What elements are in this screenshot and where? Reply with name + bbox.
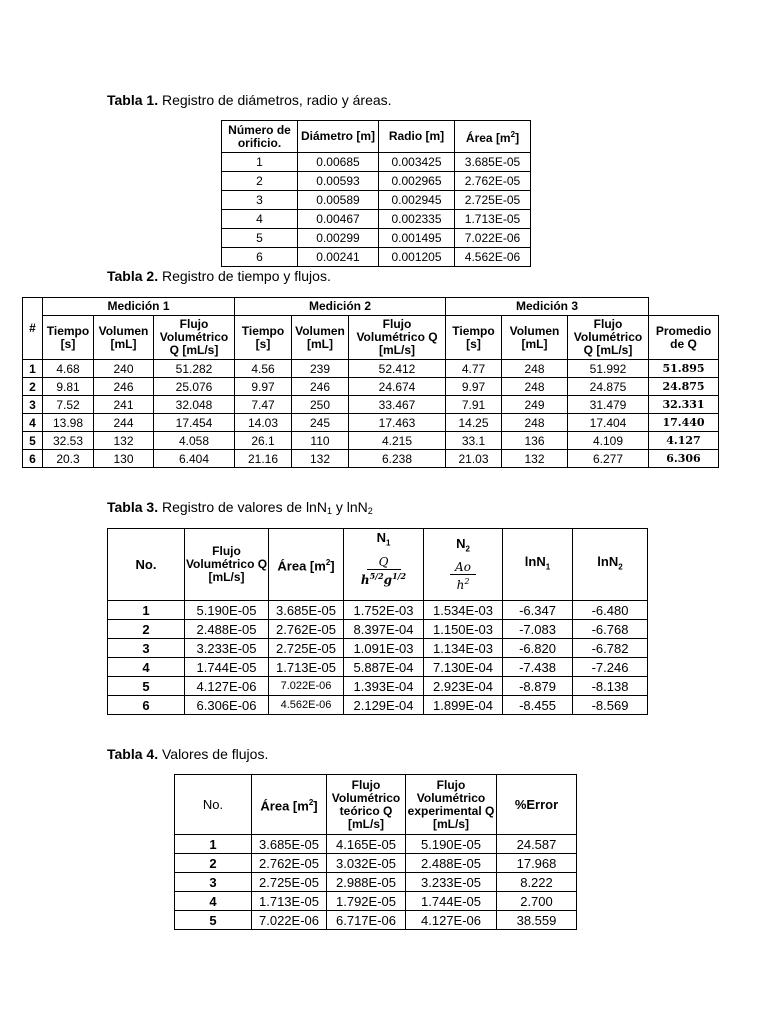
table-cell: -6.768 (573, 620, 648, 639)
table1-header-area (455, 121, 531, 153)
table-cell: -7.246 (573, 658, 648, 677)
table-cell: 1.744E-05 (406, 892, 497, 911)
table-cell: 2 (23, 378, 43, 396)
table4-header-experimental: Flujo Volumétrico experimental Q [mL/s] (406, 775, 497, 835)
table-cell: 0.001495 (379, 229, 455, 248)
table3-n2-den-h: h (456, 577, 465, 592)
table-cell: -6.347 (503, 601, 573, 620)
table3-caption (107, 499, 373, 516)
table-cell: 244 (94, 414, 154, 432)
table-cell: -6.480 (573, 601, 648, 620)
table-cell: 0.00467 (298, 210, 379, 229)
table2-header-volumen2: Volumen [mL] (292, 316, 349, 360)
table-cell: 1.534E-03 (424, 601, 503, 620)
table-cell: 6.717E-06 (327, 911, 406, 930)
table-cell: 4.165E-05 (327, 835, 406, 854)
table4-header-no: No. (175, 775, 252, 835)
table3-header-no: No. (108, 529, 185, 601)
table-cell: 3.032E-05 (327, 854, 406, 873)
table2-caption-label: Tabla 2. (107, 268, 159, 284)
table4-header-error: %Error (497, 775, 577, 835)
table-cell: 4.562E-06 (455, 248, 531, 267)
table-cell: 240 (94, 360, 154, 378)
table-cell: 33.467 (349, 396, 446, 414)
table-cell: 14.25 (446, 414, 502, 432)
table-cell: 246 (292, 378, 349, 396)
table-cell: 6.404 (154, 450, 235, 468)
table-cell: 241 (94, 396, 154, 414)
table4-header-area-end: ] (313, 798, 318, 814)
table-cell: 24.875 (568, 378, 649, 396)
table-cell: 2.725E-05 (455, 191, 531, 210)
table-cell: 7.022E-06 (269, 677, 344, 696)
table2-group-medicion1: Medición 1 (43, 298, 235, 316)
table2-header-hash: # (23, 298, 43, 360)
table-cell: 4.56 (235, 360, 292, 378)
table-cell: 1.792E-05 (327, 892, 406, 911)
table-cell: 7.022E-06 (252, 911, 327, 930)
table2-header-volumen3: Volumen [mL] (502, 316, 568, 360)
table-cell: 38.559 (497, 911, 577, 930)
table-cell: 7.52 (43, 396, 94, 414)
table-row (222, 210, 531, 229)
table-cell: 24.875 (649, 378, 719, 396)
table3-n1-den-exp2: 1/2 (392, 570, 407, 581)
table-cell: 17.454 (154, 414, 235, 432)
table4-caption (107, 746, 268, 762)
table-cell: 2.129E-04 (344, 696, 424, 715)
table3-header-area (269, 529, 344, 601)
table1-caption-text: Registro de diámetros, radio y áreas. (158, 92, 392, 108)
table-row (23, 360, 719, 378)
table-cell: 4.109 (568, 432, 649, 450)
table-cell: 248 (502, 378, 568, 396)
table-row (108, 658, 648, 677)
table3-header-ln2-sub: 2 (618, 562, 623, 572)
table-cell: 1.713E-05 (455, 210, 531, 229)
table-cell: 3.233E-05 (185, 639, 269, 658)
table-cell: 249 (502, 396, 568, 414)
table-cell: 130 (94, 450, 154, 468)
table-cell: 0.003425 (379, 153, 455, 172)
table-cell: 0.00589 (298, 191, 379, 210)
table-row (23, 450, 719, 468)
table-cell: 2 (108, 620, 185, 639)
table-cell: 2.988E-05 (327, 873, 406, 892)
table3-header-area-text: Área [m (277, 558, 326, 574)
table-row (108, 620, 648, 639)
table-cell: 0.002965 (379, 172, 455, 191)
table-cell: 4.127E-06 (185, 677, 269, 696)
table-cell: 1.393E-04 (344, 677, 424, 696)
table-cell: 5 (108, 677, 185, 696)
table-cell: 4.058 (154, 432, 235, 450)
table-cell: 6 (222, 248, 298, 267)
table-cell: 24.674 (349, 378, 446, 396)
table-cell: -7.438 (503, 658, 573, 677)
table-cell: 246 (94, 378, 154, 396)
table-row (222, 153, 531, 172)
table-cell: 21.16 (235, 450, 292, 468)
table3-header-flujo: Flujo Volumétrico Q [mL/s] (185, 529, 269, 601)
table-cell: 5.190E-05 (185, 601, 269, 620)
table-row (175, 835, 577, 854)
table-cell: 6.238 (349, 450, 446, 468)
table-cell: 3.685E-05 (455, 153, 531, 172)
table-cell: 17.463 (349, 414, 446, 432)
table-cell: 7.91 (446, 396, 502, 414)
table-cell: 51.282 (154, 360, 235, 378)
table-cell: 1 (23, 360, 43, 378)
table-cell: 1 (175, 835, 252, 854)
table-cell: 26.1 (235, 432, 292, 450)
table-cell: 9.97 (235, 378, 292, 396)
table3-header-ln2 (573, 529, 648, 601)
table-row (222, 248, 531, 267)
table-cell: 1.752E-03 (344, 601, 424, 620)
table-row (222, 172, 531, 191)
table4 (174, 774, 577, 930)
table-cell: 4.562E-06 (269, 696, 344, 715)
table2-group-medicion2: Medición 2 (235, 298, 446, 316)
table3-n2-den-exp: 2 (464, 576, 470, 586)
table-cell: 4 (23, 414, 43, 432)
table-cell: 7.47 (235, 396, 292, 414)
table3-caption-label: Tabla 3. (107, 499, 159, 515)
table-cell: 239 (292, 360, 349, 378)
table2 (22, 297, 719, 468)
table3-header-n2-denominator (424, 575, 502, 592)
table-cell: 6.306 (649, 450, 719, 468)
table3-header-n2 (424, 529, 503, 601)
table-cell: 3.685E-05 (252, 835, 327, 854)
table-row (222, 191, 531, 210)
table-cell: 1 (222, 153, 298, 172)
table-cell: 4.127 (649, 432, 719, 450)
table-cell: 2 (175, 854, 252, 873)
table-cell: 3 (222, 191, 298, 210)
table-cell: 245 (292, 414, 349, 432)
table-cell: 2.923E-04 (424, 677, 503, 696)
table1-header-area-sup: 2 (510, 130, 516, 139)
table-cell: 6 (108, 696, 185, 715)
table2-header-tiempo3: Tiempo [s] (446, 316, 502, 360)
table-cell: 4 (175, 892, 252, 911)
table3-caption-sub1: 1 (326, 506, 332, 516)
table-cell: 5 (175, 911, 252, 930)
table-cell: 4.68 (43, 360, 94, 378)
table2-header-promedio: Promedio de Q (649, 316, 719, 360)
table-cell: 51.992 (568, 360, 649, 378)
table-cell: 0.00299 (298, 229, 379, 248)
table3-header-n1-numerator: Q (367, 556, 401, 570)
table-cell: 110 (292, 432, 349, 450)
table-cell: 17.404 (568, 414, 649, 432)
table2-header-flujo3: Flujo Volumétrico Q [mL/s] (568, 316, 649, 360)
table4-header-area-text: Área [m (260, 798, 309, 814)
table-cell: 6.277 (568, 450, 649, 468)
table2-header-tiempo2: Tiempo [s] (235, 316, 292, 360)
table-row (175, 873, 577, 892)
table4-header-area-sup: 2 (308, 798, 314, 808)
table4-header-area (252, 775, 327, 835)
table-cell: 5.887E-04 (344, 658, 424, 677)
table3-caption-sub2: 2 (367, 506, 373, 516)
table3-n1-den-h: h (360, 572, 370, 587)
table-row (108, 677, 648, 696)
table-cell: 13.98 (43, 414, 94, 432)
table4-body (175, 835, 577, 930)
table3-header-ln1-text: lnN (524, 554, 546, 570)
table-cell: 9.97 (446, 378, 502, 396)
table-cell: 1.150E-03 (424, 620, 503, 639)
table-row (175, 911, 577, 930)
table-cell: 17.440 (649, 414, 719, 432)
table-cell: 0.001205 (379, 248, 455, 267)
table-cell: 2.725E-05 (252, 873, 327, 892)
table2-body (23, 360, 719, 468)
table-cell: 6.306E-06 (185, 696, 269, 715)
table-cell: 33.1 (446, 432, 502, 450)
table2-header-flujo1: Flujo Volumétrico Q [mL/s] (154, 316, 235, 360)
table-cell: 2.762E-05 (252, 854, 327, 873)
table3-header-n1-denominator (344, 570, 423, 587)
table-cell: 248 (502, 360, 568, 378)
table-cell: 2.762E-05 (455, 172, 531, 191)
table2-header-tiempo1: Tiempo [s] (43, 316, 94, 360)
table-cell: 32.331 (649, 396, 719, 414)
table-cell: 8.397E-04 (344, 620, 424, 639)
table-cell: 136 (502, 432, 568, 450)
table-cell: -8.455 (503, 696, 573, 715)
table-cell: 7.130E-04 (424, 658, 503, 677)
table3-n1-den-g: g (383, 572, 393, 587)
table-cell: 14.03 (235, 414, 292, 432)
table-cell: 51.895 (649, 360, 719, 378)
table-row (23, 432, 719, 450)
table-cell: 132 (94, 432, 154, 450)
table-cell: 3 (108, 639, 185, 658)
table-row (175, 854, 577, 873)
table-cell: 132 (292, 450, 349, 468)
table3-header-n2-label (424, 537, 502, 556)
table3-header-n1-label (344, 531, 423, 550)
table1-caption (107, 92, 392, 108)
table1-header-area-text: Área [m (465, 131, 511, 145)
table-row (23, 396, 719, 414)
table1-caption-label: Tabla 1. (107, 92, 159, 108)
table-cell: 4 (108, 658, 185, 677)
table-cell: 1 (108, 601, 185, 620)
table-cell: 52.412 (349, 360, 446, 378)
table1-header-radio: Radio [m] (379, 121, 455, 153)
table-cell: 31.479 (568, 396, 649, 414)
table-cell: 2.725E-05 (269, 639, 344, 658)
table-cell: 0.00685 (298, 153, 379, 172)
table-cell: 9.81 (43, 378, 94, 396)
table-cell: 25.076 (154, 378, 235, 396)
table1 (221, 120, 531, 267)
table-row (108, 696, 648, 715)
table-cell: 5 (222, 229, 298, 248)
table-cell: -6.820 (503, 639, 573, 658)
table-cell: -7.083 (503, 620, 573, 639)
table-cell: 250 (292, 396, 349, 414)
table-cell: 5 (23, 432, 43, 450)
table1-header-numero: Número de orificio. (222, 121, 298, 153)
table-cell: 3 (23, 396, 43, 414)
table-cell: 0.002945 (379, 191, 455, 210)
table3-header-n1-sub: 1 (385, 538, 391, 548)
table2-caption (107, 268, 331, 284)
table-cell: 1.091E-03 (344, 639, 424, 658)
table3-header-ln1-sub: 1 (545, 562, 551, 572)
table-cell: 132 (502, 450, 568, 468)
table-cell: 7.022E-06 (455, 229, 531, 248)
table3-body (108, 601, 648, 715)
table-cell: 3 (175, 873, 252, 892)
table-cell: 1.713E-05 (269, 658, 344, 677)
table-cell: 8.222 (497, 873, 577, 892)
table-cell: 2 (222, 172, 298, 191)
table-cell: -8.569 (573, 696, 648, 715)
table3-header-area-sup: 2 (325, 558, 331, 568)
table-cell: 17.968 (497, 854, 577, 873)
table-cell: 1.899E-04 (424, 696, 503, 715)
table3-header-n2-numerator: Ao (450, 561, 476, 575)
table3-header-area-end: ] (330, 558, 335, 574)
table-row (23, 414, 719, 432)
table2-empty-corner (649, 298, 719, 316)
table-cell: 4.215 (349, 432, 446, 450)
table-cell: 5.190E-05 (406, 835, 497, 854)
table-cell: 3.233E-05 (406, 873, 497, 892)
table-cell: 6 (23, 450, 43, 468)
table-cell: 2.488E-05 (406, 854, 497, 873)
table-cell: 21.03 (446, 450, 502, 468)
table2-header-flujo2: Flujo Volumétrico Q [mL/s] (349, 316, 446, 360)
table4-caption-label: Tabla 4. (107, 746, 159, 762)
table3-caption-mid: y lnN (331, 499, 368, 515)
table-row (108, 639, 648, 658)
table4-caption-text: Valores de flujos. (158, 746, 269, 762)
table-cell: 4 (222, 210, 298, 229)
table-cell: 4.127E-06 (406, 911, 497, 930)
table3-header-n1-text: N (376, 530, 386, 545)
table-cell: 248 (502, 414, 568, 432)
table2-header-volumen1: Volumen [mL] (94, 316, 154, 360)
table-cell: 2.700 (497, 892, 577, 911)
table3-header-ln1 (503, 529, 573, 601)
table-cell: 0.002335 (379, 210, 455, 229)
table2-caption-text: Registro de tiempo y flujos. (158, 268, 331, 284)
table3-header-n1 (344, 529, 424, 601)
table-cell: 1.134E-03 (424, 639, 503, 658)
table3-header-n2-text: N (456, 536, 466, 552)
table3-header-ln2-text: lnN (597, 554, 619, 570)
table-cell: -6.782 (573, 639, 648, 658)
table-row (108, 601, 648, 620)
table-row (23, 378, 719, 396)
table3-caption-text: Registro de valores de lnN (158, 499, 327, 515)
table-cell: -8.879 (503, 677, 573, 696)
table4-header-teorico: Flujo Volumétrico teórico Q [mL/s] (327, 775, 406, 835)
table-cell: 32.53 (43, 432, 94, 450)
table3-header-n2-sub: 2 (465, 544, 470, 554)
table1-body (222, 153, 531, 267)
table-cell: 24.587 (497, 835, 577, 854)
table3 (107, 528, 648, 715)
table-cell: 32.048 (154, 396, 235, 414)
table-cell: 3.685E-05 (269, 601, 344, 620)
table2-group-medicion3: Medición 3 (446, 298, 649, 316)
table1-header-diametro: Diámetro [m] (298, 121, 379, 153)
table-cell: 2.488E-05 (185, 620, 269, 639)
table-cell: -8.138 (573, 677, 648, 696)
table-cell: 20.3 (43, 450, 94, 468)
table-cell: 1.744E-05 (185, 658, 269, 677)
table1-header-area-end: ] (515, 131, 520, 145)
table-cell: 1.713E-05 (252, 892, 327, 911)
table-cell: 4.77 (446, 360, 502, 378)
table-cell: 2.762E-05 (269, 620, 344, 639)
table-row (175, 892, 577, 911)
table-row (222, 229, 531, 248)
table3-n1-den-exp1: 5/2 (369, 570, 384, 581)
table-cell: 0.00593 (298, 172, 379, 191)
table-cell: 0.00241 (298, 248, 379, 267)
